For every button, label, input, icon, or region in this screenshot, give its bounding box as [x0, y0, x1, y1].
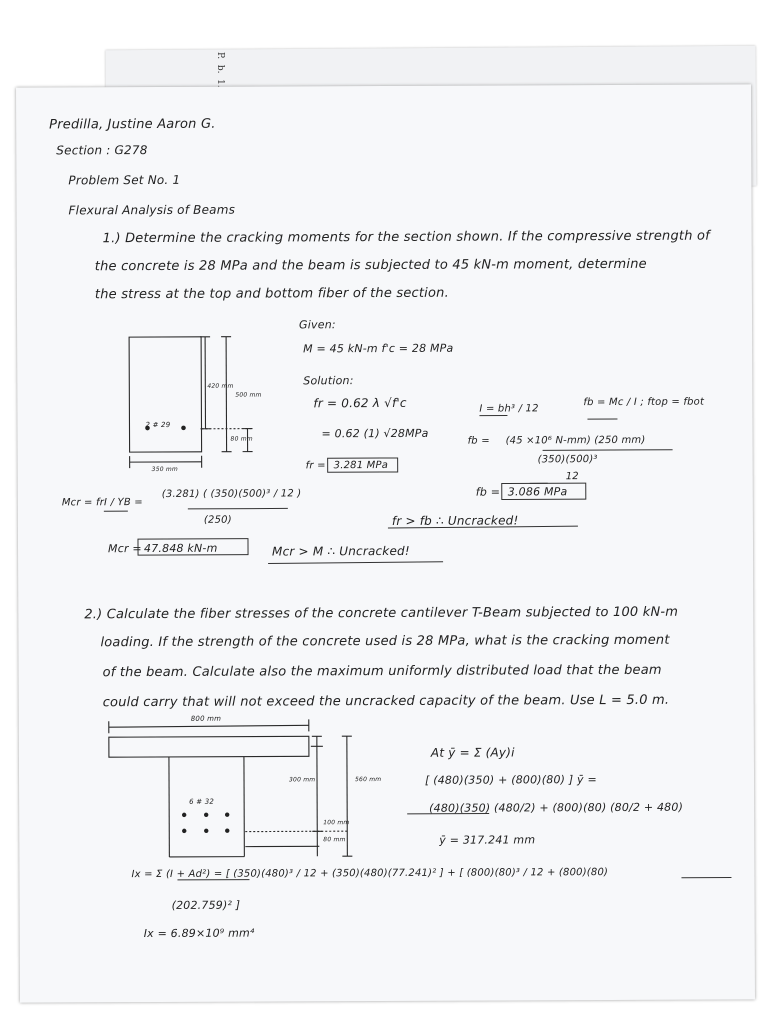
ix-line2: (202.759)² ] — [171, 898, 241, 912]
dim-800-label: 800 mm — [190, 714, 222, 723]
ix-line1: Ix = Σ (I + Ad²) = [ (350)(480)³ / 12 + (350)(480)(77.241)² ] + [ (800)(80)³ / 12 + (800)(80) — [131, 867, 609, 881]
problem-set-label: Problem Set No. 1 — [68, 172, 181, 188]
rebar-label-2: 6 # 32 — [189, 797, 215, 806]
given-label: Given: — [299, 318, 336, 332]
mcr-vs-m-conclusion: Mcr > M ∴ Uncracked! — [272, 543, 410, 559]
worksheet-page — [16, 84, 755, 1002]
fr-equation: fr = 0.62 λ √f'c — [313, 395, 407, 411]
fb-denominator: (350)(500)³ — [537, 454, 598, 466]
fr-substitution: = 0.62 (1) √28MPa — [321, 426, 429, 441]
fb-result-label: fb = — [475, 485, 501, 499]
fb-result: 3.086 MPa — [507, 485, 568, 499]
problem2-line3: of the beam. Calculate also the maximum uniformly distributed load that the beam — [102, 662, 662, 681]
section-label: Section : G278 — [56, 143, 148, 158]
problem1-line3: the stress at the top and bottom fiber of the section. — [94, 285, 449, 303]
mcr-result: 47.848 kN-m — [143, 541, 218, 556]
fb-denominator-12: 12 — [565, 471, 579, 483]
mcr-result-label: Mcr = — [107, 542, 142, 556]
fb-sub-label: fb = — [467, 435, 490, 447]
mcr-formula: Mcr = frI / YB = — [61, 497, 143, 509]
student-name: Predilla, Justine Aaron G. — [49, 116, 216, 133]
dim-80-label: 80 mm — [230, 435, 253, 443]
problem2-line1: 2.) Calculate the fiber stresses of the concrete cantilever T-Beam subjected to 100 kN-m — [84, 604, 679, 623]
topic-label: Flexural Analysis of Beams — [68, 202, 236, 218]
dim-80-label-2: 80 mm — [323, 836, 346, 844]
problem1-line1: 1.) Determine the cracking moments for the section shown. If the compressive strength of — [102, 228, 710, 247]
ybar-line1: [ (480)(350) + (800)(80) ] ȳ = — [425, 773, 597, 787]
ix-result: Ix = 6.89×10⁹ mm⁴ — [143, 926, 255, 941]
ybar-line2: (480)(350) (480/2) + (800)(80) (80/2 + 480) — [429, 800, 684, 815]
problem2-line4: could carry that will not exceed the uncracked capacity of the beam. Use L = 5.0 m. — [102, 692, 670, 711]
fb-formula: fb = Mc / I ; ftop = fbot — [583, 396, 705, 409]
fr-vs-fb-conclusion: fr > fb ∴ Uncracked! — [391, 513, 519, 528]
rebar-label: 2 # 29 — [145, 420, 171, 430]
mcr-substitution: (3.281) ( (350)(500)³ / 12 ) — [161, 488, 302, 500]
fr-result-label: fr = — [305, 460, 326, 472]
dim-420-label: 420 mm — [207, 382, 234, 390]
problem2-line2: loading. If the strength of the concrete used is 28 MPa, what is the cracking moment — [100, 632, 670, 651]
dim-350-label: 350 mm — [151, 465, 178, 474]
dim-300-label: 300 mm — [289, 776, 316, 784]
dim-500-label: 500 mm — [235, 391, 262, 399]
inertia-formula: I = bh³ / 12 — [479, 403, 539, 415]
given-values: M = 45 kN-m f'c = 28 MPa — [303, 341, 454, 356]
problem1-line2: the concrete is 28 MPa and the beam is subjected to 45 kN-m moment, determine — [94, 256, 647, 275]
dim-100-label: 100 mm — [323, 819, 350, 827]
dim-560-label: 560 mm — [355, 776, 382, 784]
ybar-equation: At ȳ = Σ (Ay)i — [430, 745, 515, 760]
ybar-result: ȳ = 317.241 mm — [439, 833, 536, 847]
fb-numerator: (45 ×10⁶ N-mm) (250 mm) — [505, 434, 646, 447]
solution-label: Solution: — [303, 374, 354, 388]
fr-result: 3.281 MPa — [333, 459, 389, 472]
mcr-denominator: (250) — [203, 514, 232, 526]
